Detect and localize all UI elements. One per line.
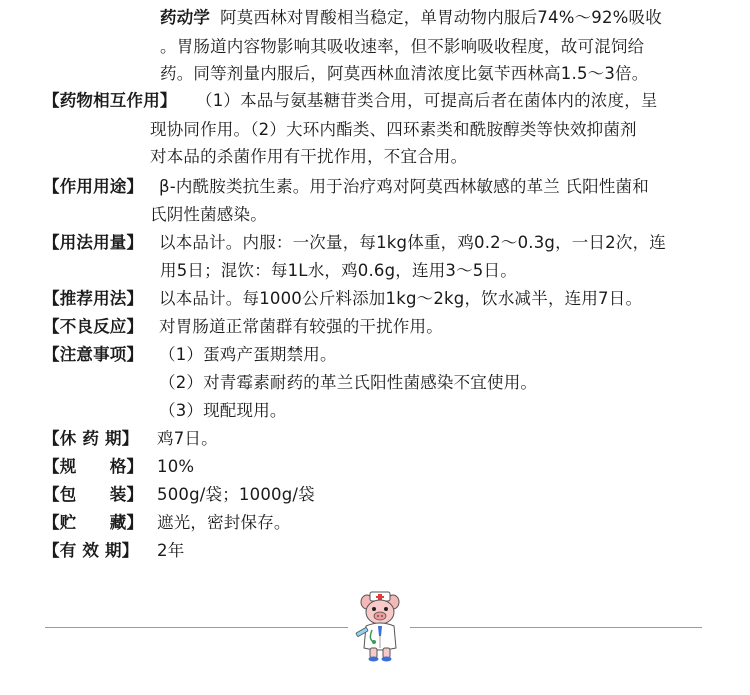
recommended-label: 【推荐用法】 bbox=[43, 289, 144, 308]
precautions-line: （2）对青霉素耐药的革兰氏阳性菌感染不宜使用。 bbox=[159, 373, 538, 392]
storage-value: 遮光，密封保存。 bbox=[157, 513, 291, 532]
precautions-line: （3）现配现用。 bbox=[159, 401, 287, 420]
interaction-line: 对本品的杀菌作用有干扰作用，不宜合用。 bbox=[150, 147, 468, 166]
pharmacokinetics-line: 阿莫西林对胃酸相当稳定，单胃动物内服后74%～92%吸收 bbox=[220, 8, 662, 27]
adverse-label: 【不良反应】 bbox=[43, 317, 144, 336]
footer-divider-right bbox=[410, 627, 702, 628]
validity-value: 2年 bbox=[157, 541, 185, 560]
footer-divider-left bbox=[45, 627, 348, 628]
pharmacokinetics-line: 。胃肠道内容物影响其吸收速率，但不影响吸收程度，故可混饲给 bbox=[160, 37, 645, 56]
package-value: 500g/袋；1000g/袋 bbox=[157, 485, 315, 504]
interaction-line: （1）本品与氨基糖苷类合用，可提高后者在菌体内的浓度，呈 bbox=[196, 91, 658, 110]
recommended-line: 以本品计。每1000公斤料添加1kg～2kg，饮水减半，连用7日。 bbox=[159, 289, 643, 308]
validity-label: 【有 效 期】 bbox=[43, 541, 139, 560]
dosage-line: 以本品计。内服：一次量，每1kg体重，鸡0.2～0.3g，一日2次，连 bbox=[159, 233, 666, 252]
usage-label: 【作用用途】 bbox=[43, 177, 144, 196]
storage-label: 【贮 藏】 bbox=[43, 513, 144, 532]
dosage-label: 【用法用量】 bbox=[43, 233, 144, 252]
usage-line: 氏阴性菌感染。 bbox=[150, 205, 267, 224]
pharmacokinetics-line: 药。同等剂量内服后，阿莫西林血清浓度比氨苄西林高1.5～3倍。 bbox=[160, 64, 649, 83]
pharmacokinetics-title: 药动学 bbox=[160, 8, 211, 27]
usage-line: β-内酰胺类抗生素。用于治疗鸡对阿莫西林敏感的革兰 氏阳性菌和 bbox=[159, 177, 649, 196]
package-label: 【包 装】 bbox=[43, 485, 144, 504]
precautions-label: 【注意事项】 bbox=[43, 345, 144, 364]
dosage-line: 用5日；混饮：每1L水，鸡0.6g，连用3～5日。 bbox=[160, 261, 517, 280]
spec-value: 10% bbox=[157, 457, 195, 476]
adverse-line: 对胃肠道正常菌群有较强的干扰作用。 bbox=[159, 317, 443, 336]
interaction-label: 【药物相互作用】 bbox=[43, 91, 177, 110]
interaction-line: 现协同作用。（2）大环内酯类、四环素类和酰胺醇类等快效抑菌剂 bbox=[150, 120, 637, 139]
spec-label: 【规 格】 bbox=[43, 457, 144, 476]
pig-doctor-mascot-icon bbox=[352, 590, 408, 662]
withdrawal-label: 【休 药 期】 bbox=[43, 429, 139, 448]
precautions-line: （1）蛋鸡产蛋期禁用。 bbox=[159, 345, 337, 364]
withdrawal-value: 鸡7日。 bbox=[157, 429, 218, 448]
